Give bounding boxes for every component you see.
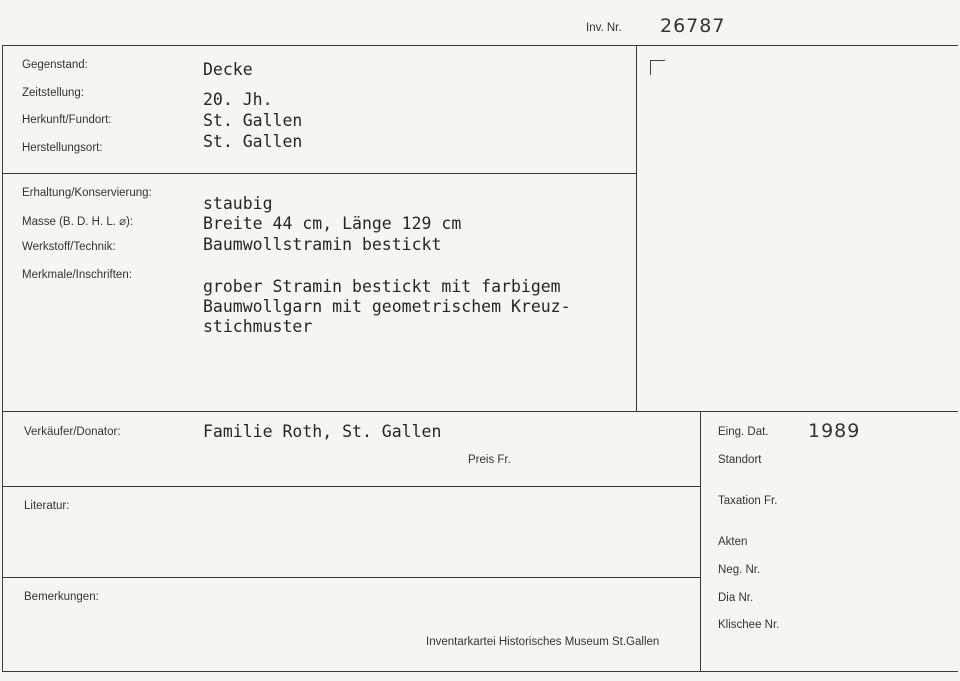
side-divider [700, 411, 701, 671]
eing-dat-value: 1989 [808, 420, 861, 442]
object-section-rule [2, 173, 636, 174]
akten-label: Akten [718, 536, 748, 548]
acquisition-top-rule [2, 411, 958, 412]
gegenstand-value: Decke [203, 60, 253, 79]
erhaltung-label: Erhaltung/Konservierung: [22, 187, 152, 199]
neg-nr-label: Neg. Nr. [718, 564, 761, 576]
taxation-label: Taxation Fr. [718, 495, 778, 507]
erhaltung-value: staubig [203, 194, 273, 213]
eing-dat-label: Eing. Dat. [718, 426, 769, 438]
standort-label: Standort [718, 454, 762, 466]
merkmale-line-3: stichmuster [203, 317, 313, 336]
zeitstellung-value: 20. Jh. [203, 90, 273, 109]
card-footer: Inventarkartei Historisches Museum St.Gallen [426, 636, 660, 648]
photo-corner-mark [650, 60, 665, 75]
werkstoff-value: Baumwollstramin bestickt [203, 235, 442, 254]
masse-label: Masse (B. D. H. L. ⌀): [22, 216, 134, 228]
klischee-nr-label: Klischee Nr. [718, 619, 780, 631]
merkmale-label: Merkmale/Inschriften: [22, 269, 132, 281]
dia-nr-label: Dia Nr. [718, 592, 754, 604]
herkunft-label: Herkunft/Fundort: [22, 114, 112, 126]
verkaeufer-label: Verkäufer/Donator: [24, 426, 121, 438]
verkaeufer-value: Familie Roth, St. Gallen [203, 422, 442, 441]
top-rule [2, 45, 958, 46]
inv-nr-value: 26787 [660, 15, 726, 37]
bemerkungen-label: Bemerkungen: [24, 591, 99, 603]
herstellungsort-value: St. Gallen [203, 132, 303, 151]
mid-divider [636, 45, 637, 411]
bemerkungen-rule [2, 577, 700, 578]
inv-nr-label: Inv. Nr. [586, 22, 622, 34]
herstellungsort-label: Herstellungsort: [22, 142, 103, 154]
herkunft-value: St. Gallen [203, 111, 303, 130]
masse-value: Breite 44 cm, Länge 129 cm [203, 214, 462, 233]
literatur-rule [2, 486, 700, 487]
literatur-label: Literatur: [24, 500, 70, 512]
bottom-rule [2, 671, 958, 672]
merkmale-line-2: Baumwollgarn mit geometrischem Kreuz- [203, 297, 571, 316]
merkmale-line-1: grober Stramin bestickt mit farbigem [203, 277, 561, 296]
zeitstellung-label: Zeitstellung: [22, 87, 85, 99]
gegenstand-label: Gegenstand: [22, 59, 88, 71]
preis-label: Preis Fr. [468, 454, 511, 466]
werkstoff-label: Werkstoff/Technik: [22, 241, 116, 253]
